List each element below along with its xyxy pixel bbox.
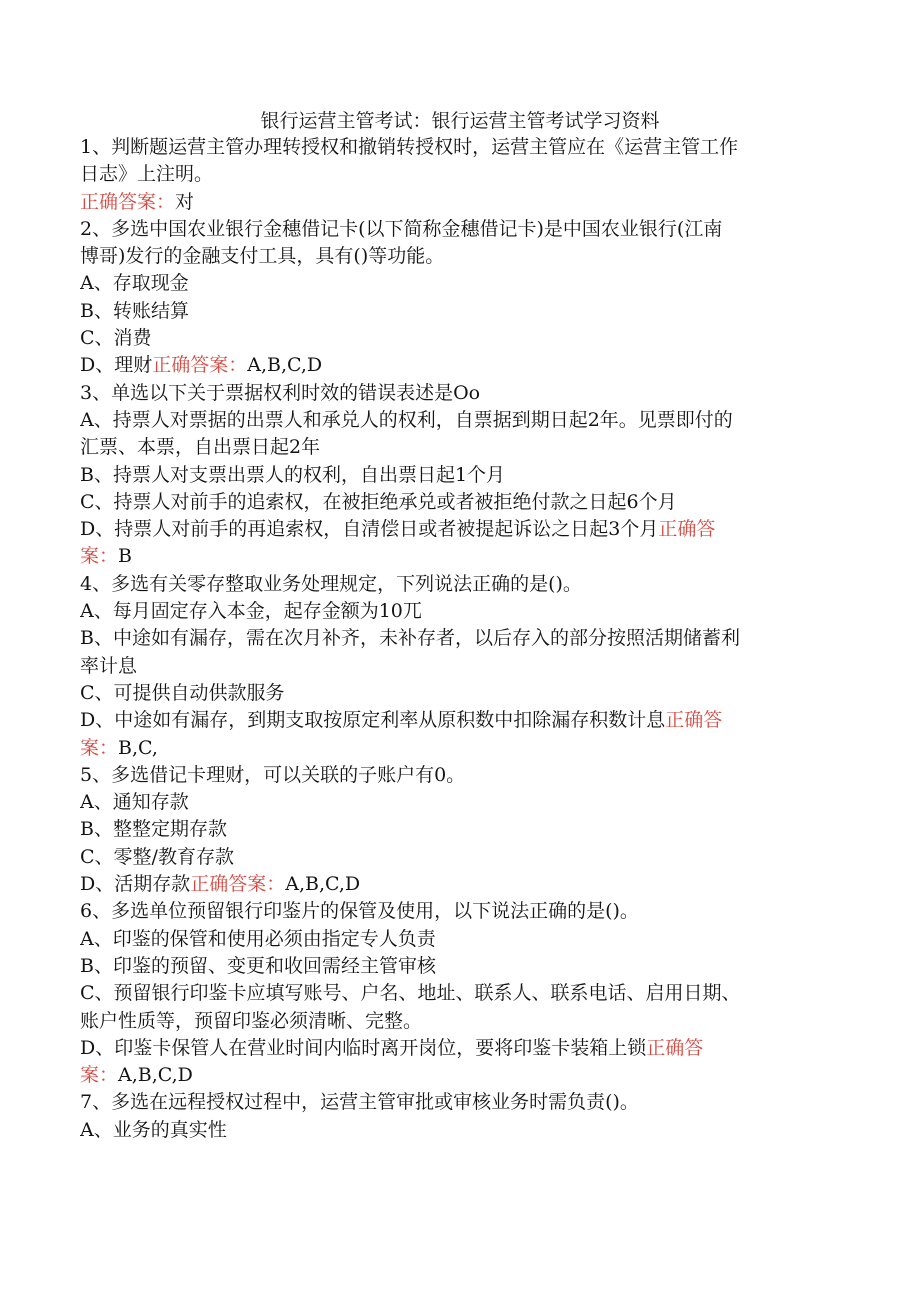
text-segment: 汇票、本票，自出票日起2年 bbox=[80, 436, 321, 459]
text-line bbox=[80, 516, 840, 543]
document-body bbox=[80, 134, 840, 1144]
text-segment: D、持票人对前手的再追索权，自清偿日或者被提起诉讼之日起3个月 bbox=[80, 518, 659, 541]
text-segment: 7、多选在远程授权过程中，运营主管审批或审核业务时需负责()。 bbox=[80, 1091, 639, 1114]
text-segment: C、消费 bbox=[80, 327, 152, 350]
text-line bbox=[80, 543, 840, 570]
text-line bbox=[80, 926, 840, 953]
text-line bbox=[80, 489, 840, 516]
text-line bbox=[80, 1035, 840, 1062]
text-segment: 2、多选中国农业银行金穗借记卡(以下简称金穗借记卡)是中国农业银行(江南 bbox=[80, 217, 723, 240]
text-line bbox=[80, 1089, 840, 1116]
text-line bbox=[80, 844, 840, 871]
text-segment: D、活期存款 bbox=[80, 873, 191, 896]
text-line bbox=[80, 653, 840, 680]
text-line bbox=[80, 1062, 840, 1089]
text-segment: D、理财 bbox=[80, 354, 153, 377]
text-line bbox=[80, 134, 840, 161]
text-line bbox=[80, 816, 840, 843]
text-segment: A、持票人对票据的出票人和承兑人的权利，自票据到期日起2年。见票即付的 bbox=[80, 408, 733, 431]
text-segment: A、通知存款 bbox=[80, 791, 189, 814]
text-line bbox=[80, 161, 840, 188]
text-line bbox=[80, 434, 840, 461]
text-segment: A,B,C,D bbox=[285, 873, 361, 896]
text-segment: 3、单选以下关于票据权利时效的错误表述是Oo bbox=[80, 381, 481, 404]
text-line bbox=[80, 598, 840, 625]
text-segment: A,B,C,D bbox=[118, 1064, 193, 1087]
text-segment: B bbox=[118, 545, 132, 568]
text-segment: B、印鉴的预留、变更和收回需经主管审核 bbox=[80, 954, 436, 977]
text-segment: A、业务的真实性 bbox=[80, 1118, 227, 1141]
text-segment: C、持票人对前手的追索权，在被拒绝承兑或者被拒绝付款之日起6个月 bbox=[80, 490, 677, 513]
text-line bbox=[80, 189, 840, 216]
text-line bbox=[80, 898, 840, 925]
answer-label: 正确答案： bbox=[80, 190, 176, 213]
text-segment: C、可提供自动供款服务 bbox=[80, 681, 285, 704]
document-title: 银行运营主管考试：银行运营主管考试学习资料 bbox=[260, 110, 660, 132]
text-segment: C、预留银行印鉴卡应填写账号、户名、地址、联系人、联系电话、启用日期、 bbox=[80, 982, 741, 1005]
text-segment: 日志》上注明。 bbox=[80, 163, 214, 186]
text-line bbox=[80, 380, 840, 407]
text-line bbox=[80, 735, 840, 762]
text-segment: 博哥)发行的金融支付工具，具有()等功能。 bbox=[80, 245, 445, 268]
text-line bbox=[80, 680, 840, 707]
text-segment: A、每月固定存入本金，起存金额为10兀 bbox=[80, 600, 422, 623]
text-segment: D、印鉴卡保管人在营业时间内临时离开岗位，要将印鉴卡装箱上锁 bbox=[80, 1036, 647, 1059]
text-line bbox=[80, 325, 840, 352]
text-line bbox=[80, 407, 840, 434]
text-line bbox=[80, 980, 840, 1007]
text-segment: 6、多选单位预留银行印鉴片的保管及使用，以下说法正确的是()。 bbox=[80, 900, 639, 923]
text-line bbox=[80, 707, 840, 734]
text-line bbox=[80, 1008, 840, 1035]
text-line bbox=[80, 762, 840, 789]
text-line bbox=[80, 625, 840, 652]
answer-label: 正确答 bbox=[665, 709, 723, 732]
text-segment: A、印鉴的保管和使用必须由指定专人负责 bbox=[80, 927, 436, 950]
text-segment: C、零整/教育存款 bbox=[80, 845, 234, 868]
text-segment: A、存取现金 bbox=[80, 272, 189, 295]
text-segment: B、转账结算 bbox=[80, 299, 189, 322]
text-line bbox=[80, 216, 840, 243]
text-line bbox=[80, 270, 840, 297]
text-segment: 4、多选有关零存整取业务处理规定，下列说法正确的是()。 bbox=[80, 572, 582, 595]
text-segment: B、整整定期存款 bbox=[80, 818, 227, 841]
text-line bbox=[80, 462, 840, 489]
text-line bbox=[80, 298, 840, 325]
text-segment: 账户性质等，预留印鉴必须清晰、完整。 bbox=[80, 1009, 423, 1032]
answer-label: 正确答 bbox=[658, 518, 716, 541]
text-line bbox=[80, 953, 840, 980]
answer-label: 案： bbox=[80, 545, 119, 568]
text-segment: B、持票人对支票出票人的权利，自出票日起1个月 bbox=[80, 463, 506, 486]
text-segment: D、中途如有漏存，到期支取按原定利率从原积数中扣除漏存积数计息 bbox=[80, 709, 666, 732]
text-line bbox=[80, 243, 840, 270]
text-segment: A,B,C,D bbox=[247, 354, 323, 377]
text-segment: 5、多选借记卡理财，可以关联的子账户有0。 bbox=[80, 763, 466, 786]
text-segment: B,C, bbox=[118, 736, 158, 759]
text-segment: B、中途如有漏存，需在次月补齐，未补存者，以后存入的部分按照活期储蓄利 bbox=[80, 627, 740, 650]
text-line bbox=[80, 571, 840, 598]
answer-label: 案： bbox=[80, 736, 119, 759]
text-line bbox=[80, 871, 840, 898]
answer-label: 正确答 bbox=[646, 1036, 704, 1059]
text-line bbox=[80, 1117, 840, 1144]
text-line bbox=[80, 789, 840, 816]
text-line bbox=[80, 352, 840, 379]
text-segment: 1、判断题运营主管办理转授权和撤销转授权时，运营主管应在《运营主管工作 bbox=[80, 136, 739, 158]
answer-label: 正确答案： bbox=[152, 354, 248, 377]
text-segment: 率计息 bbox=[80, 654, 138, 677]
text-segment: 对 bbox=[175, 190, 195, 213]
answer-label: 正确答案： bbox=[190, 873, 286, 896]
answer-label: 案： bbox=[80, 1064, 119, 1087]
